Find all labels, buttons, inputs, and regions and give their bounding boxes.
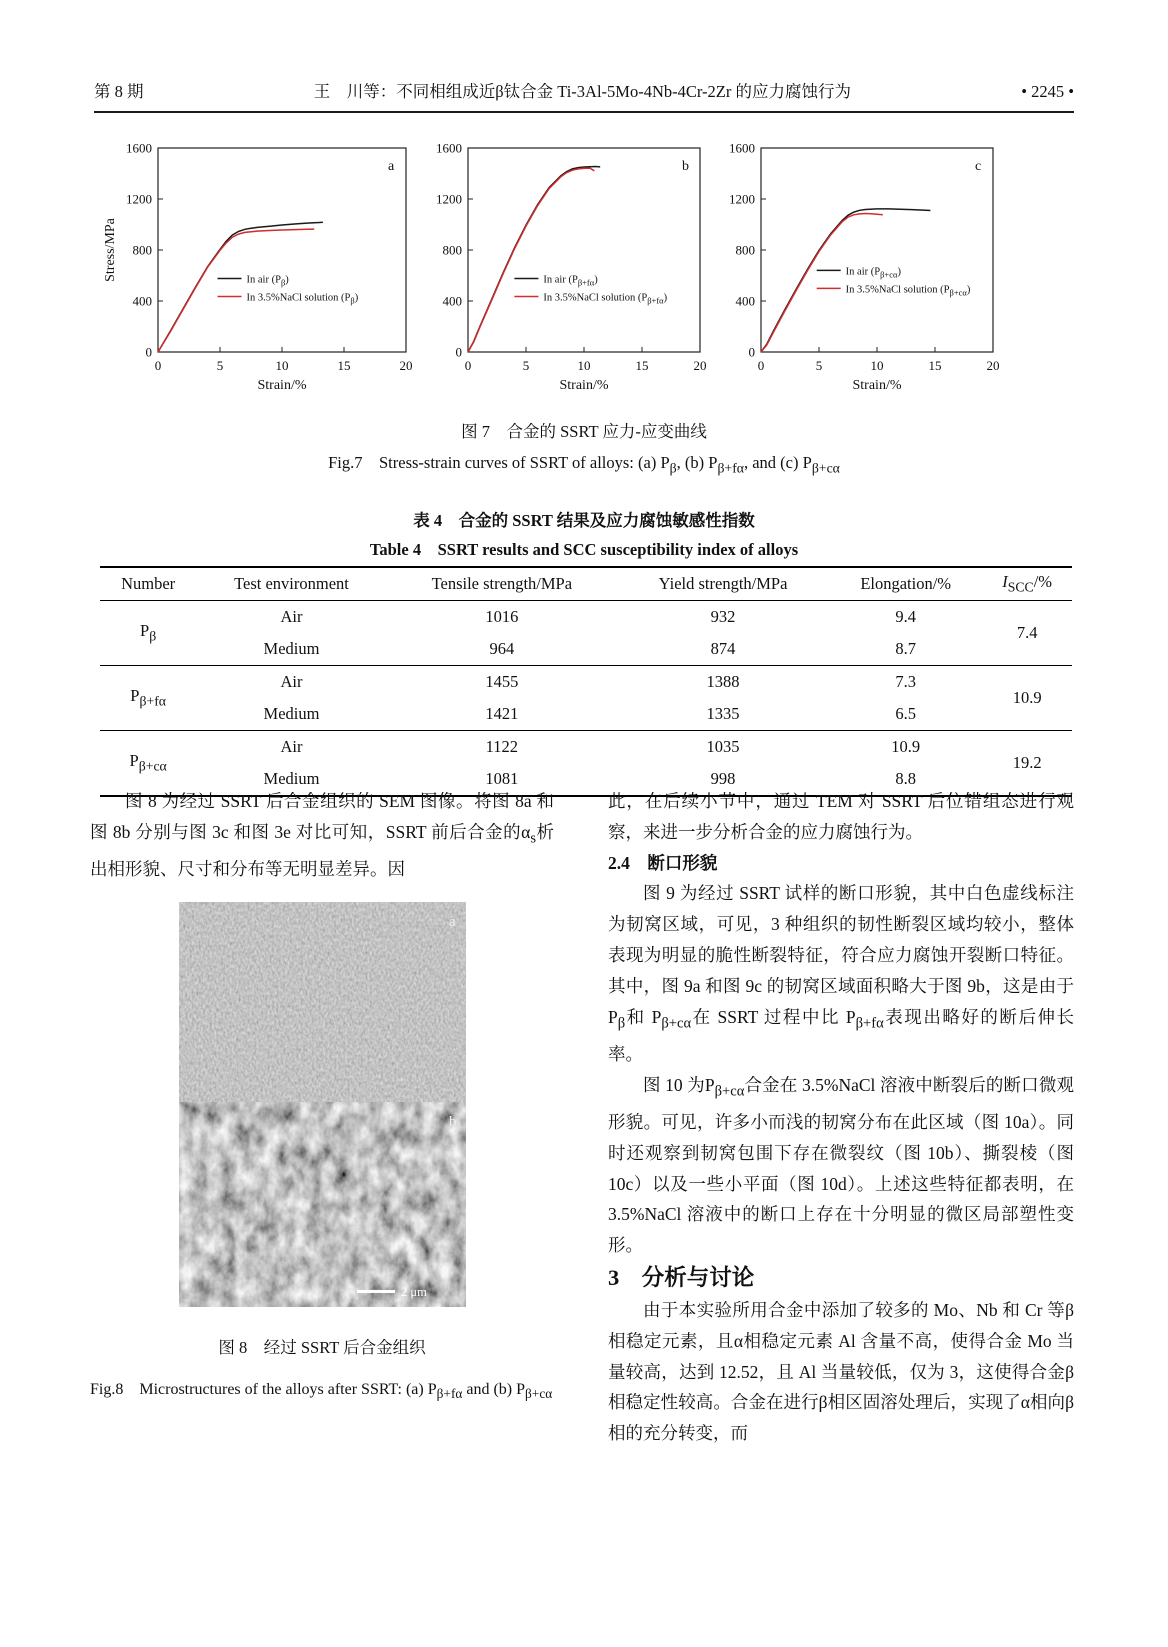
svg-text:1200: 1200 — [435, 191, 462, 207]
section-heading-2-4: 2.4 断口形貌 — [608, 852, 718, 873]
svg-text:0: 0 — [757, 358, 765, 373]
table4-title-en: Table 4 SSRT results and SCC susceptibility index of alloys — [369, 540, 799, 559]
issue-number: 第 8 期 — [94, 82, 144, 101]
fig8-caption-zh: 图 8 经过 SSRT 后合金组织 — [218, 1337, 426, 1357]
svg-text:10: 10 — [275, 358, 289, 373]
table-cell-number: $P_{\beta+c\alpha}$ — [129, 751, 167, 774]
section-heading-3: 3 分析与讨论 — [608, 1264, 755, 1290]
svg-text:0: 0 — [748, 344, 755, 360]
table-cell: Medium — [263, 639, 320, 658]
svg-text:1600: 1600 — [126, 140, 152, 156]
scale-bar-label: 2 μm — [400, 1284, 427, 1299]
fig7-chart-b — [424, 136, 712, 403]
fig8-image-a — [179, 902, 466, 1102]
svg-text:800: 800 — [735, 242, 755, 258]
table-cell: 1122 — [485, 737, 519, 756]
svg-text:400: 400 — [735, 293, 755, 309]
fig8-caption-en: Fig.8 Microstructures of the alloys after SSRT: (a) $P_{\beta+f\alpha}$ and (b) $P_{\beta+c\alpha}$ — [90, 1380, 553, 1401]
figure-7 — [100, 136, 1005, 403]
svg-text:In 3.5%NaCl solution (Pβ+fα): In 3.5%NaCl solution $(P_{\beta+f\alpha})$ — [542, 292, 667, 306]
table-cell: 874 — [710, 639, 736, 658]
fig7-chart-a — [100, 136, 418, 403]
svg-text:b: b — [681, 159, 689, 174]
table-cell-number: $P_\beta$ — [140, 621, 157, 644]
body-paragraph: 此，在后续小节中，通过 TEM 对 SSRT 后位错组态进行观察，来进一步分析合金的应力腐蚀行为。 — [608, 791, 1074, 842]
svg-text:0: 0 — [145, 344, 152, 360]
header-cell-yield: Yield strength/MPa — [658, 574, 788, 593]
svg-text:800: 800 — [442, 242, 462, 258]
fig7-chart-c — [717, 136, 1005, 403]
svg-text:20: 20 — [399, 358, 413, 373]
svg-text:0: 0 — [464, 358, 471, 373]
table-cell: 1035 — [706, 737, 740, 756]
svg-text:800: 800 — [132, 242, 152, 258]
svg-text:Strain/%: Strain/% — [257, 378, 307, 393]
svg-text:0: 0 — [455, 344, 462, 360]
table-cell: Medium — [263, 769, 320, 788]
table-cell: 9.4 — [895, 607, 916, 626]
table-row — [100, 698, 1072, 731]
table-row — [100, 633, 1072, 666]
sem-a-texture — [179, 902, 466, 1102]
header-cell-number: Number — [121, 574, 176, 593]
fig8-panel-label-a: a — [448, 913, 456, 930]
body-paragraph: 图 8 为经过 SSRT 后合金组织的 SEM 图像。将图 8a 和图 8b 分别与图 3c 和图 3e 对比可知，SSRT 前后合金的$\alpha_s$析出相形貌、尺寸和分布等无明显差异。因 — [90, 791, 555, 880]
sem-b-texture — [179, 1102, 466, 1307]
table-4 — [100, 566, 1072, 797]
svg-text:10: 10 — [577, 358, 590, 373]
table-cell-iscc: 7.4 — [1016, 623, 1038, 642]
svg-text:1600: 1600 — [435, 140, 462, 156]
table-cell: 8.8 — [895, 769, 916, 788]
svg-text:1600: 1600 — [729, 140, 755, 156]
table4-title-zh: 表 4 合金的 SSRT 结果及应力腐蚀敏感性指数 — [413, 511, 755, 530]
table-cell: 1335 — [706, 704, 740, 723]
running-header — [94, 78, 1074, 113]
table-cell: Medium — [263, 704, 320, 723]
table-cell: 932 — [710, 607, 736, 626]
table-cell: Air — [280, 672, 303, 691]
svg-text:a: a — [388, 159, 395, 174]
table-cell: Air — [280, 607, 303, 626]
table-cell: 1421 — [485, 704, 519, 723]
svg-text:0: 0 — [154, 358, 162, 373]
table-cell: 10.9 — [891, 737, 921, 756]
right-column — [608, 786, 1074, 1449]
svg-text:c: c — [975, 159, 982, 174]
scale-bar — [357, 1290, 395, 1293]
page-number: • 2245 • — [1021, 82, 1074, 101]
svg-text:10: 10 — [870, 358, 884, 373]
table-4-wrap — [100, 566, 1072, 797]
svg-text:In air (Pβ+fα): In air $(P_{\beta+f\alpha})$ — [542, 274, 598, 288]
body-paragraph: 图 9 为经过 SSRT 试样的断口形貌，其中白色虚线标注为韧窝区域，可见，3 种组织的韧性断裂区域均较小，整体表现为明显的脆性断裂特征，符合应力腐蚀开裂断口特征。其中，图 9a 和图 9c 的韧窝区域面积略大于图 9b，这是由于 $P_\beta$和 $P_{\beta+c\alpha}$在 SSRT 过程中比 $P_{\beta+f\alpha}$表现出略好的断后伸长率。 — [608, 883, 1074, 1064]
table-cell: 964 — [489, 639, 515, 658]
table-cell-number: $P_{\beta+f\alpha}$ — [130, 686, 166, 709]
svg-text:In 3.5%NaCl solution (Pβ+cα): In 3.5%NaCl solution $(P_{\beta+c\alpha})$ — [845, 284, 971, 298]
running-title: 王 川等：不同相组成近β钛合金 Ti-3Al-5Mo-4Nb-4Cr-2Zr 的应力腐蚀行为 — [313, 82, 851, 101]
table-cell-iscc: 10.9 — [1012, 688, 1042, 707]
svg-text:1200: 1200 — [729, 191, 755, 207]
header-cell-tensile: Tensile strength/MPa — [431, 574, 573, 593]
table-cell: 7.3 — [895, 672, 916, 691]
figure-8 — [179, 902, 466, 1307]
svg-text:In air (Pβ): In air $(P_\beta)$ — [246, 274, 289, 288]
table-cell-iscc: 19.2 — [1012, 753, 1042, 772]
svg-text:5: 5 — [522, 358, 529, 373]
header-cell-environment: Test environment — [234, 574, 349, 593]
svg-text:5: 5 — [216, 358, 224, 373]
svg-text:15: 15 — [337, 358, 351, 373]
svg-text:1200: 1200 — [126, 191, 152, 207]
fig7-caption-en: Fig.7 Stress-strain curves of SSRT of alloys: (a) $P_\beta$, (b) $P_{\beta+f\alpha}$, and (c) $P_{\beta+c\alpha}$ — [328, 453, 840, 476]
svg-text:Strain/%: Strain/% — [559, 378, 608, 393]
table-cell: 1455 — [485, 672, 519, 691]
left-column — [90, 786, 554, 1409]
body-paragraph: 由于本实验所用合金中添加了较多的 Mo、Nb 和 Cr 等β相稳定元素，且α相稳定元素 Al 含量不高，使得合金 Mo 当量较高，达到 12.52，且 Al 当量较低，仅为 3，这使得合金β相稳定性较高。合金在进行β相区固溶处理后，实现了α相向β相的充分转变，而 — [608, 1299, 1074, 1444]
svg-text:Stress/MPa: Stress/MPa — [103, 218, 118, 282]
svg-text:5: 5 — [815, 358, 823, 373]
table-cell: 6.5 — [895, 704, 916, 723]
fig8-panel-label-b: b — [448, 1113, 456, 1130]
svg-text:400: 400 — [442, 293, 462, 309]
svg-text:In 3.5%NaCl solution (Pβ): In 3.5%NaCl solution $(P_\beta)$ — [246, 292, 359, 306]
svg-text:20: 20 — [693, 358, 706, 373]
header-cell-iscc: $I_{SCC}/\%$ — [1002, 572, 1053, 595]
fig8-image-b — [179, 1102, 466, 1307]
body-paragraph: 图 10 为$P_{\beta+c\alpha}$合金在 3.5%NaCl 溶液中断裂后的断口微观形貌。可见，许多小而浅的韧窝分布在此区域（图 10a）。同时还观察到韧窝包围下存在微裂纹（图 10b）、撕裂棱（图 10c）以及一些小平面（图 10d）。上述这些特征都表明，在 3.5%NaCl 溶液中的断口上存在十分明显的微区局部塑性变形。 — [608, 1074, 1074, 1256]
table-cell: 1081 — [485, 769, 519, 788]
svg-text:Strain/%: Strain/% — [852, 378, 902, 393]
table-row — [100, 666, 1072, 699]
svg-text:20: 20 — [986, 358, 1000, 373]
table-cell: 8.7 — [895, 639, 916, 658]
svg-text:15: 15 — [928, 358, 942, 373]
table-row — [100, 731, 1072, 764]
table-header-row — [100, 567, 1072, 601]
svg-text:15: 15 — [635, 358, 648, 373]
table-cell: 998 — [710, 769, 736, 788]
header-cell-elongation: Elongation/% — [860, 574, 952, 593]
table-cell: Air — [280, 737, 303, 756]
table-cell: 1016 — [485, 607, 519, 626]
fig7-caption-zh: 图 7 合金的 SSRT 应力-应变曲线 — [461, 422, 707, 441]
svg-text:In air (Pβ+cα): In air $(P_{\beta+c\alpha})$ — [845, 266, 901, 280]
table-cell: 1388 — [706, 672, 740, 691]
svg-text:400: 400 — [132, 293, 152, 309]
table-row — [100, 601, 1072, 634]
